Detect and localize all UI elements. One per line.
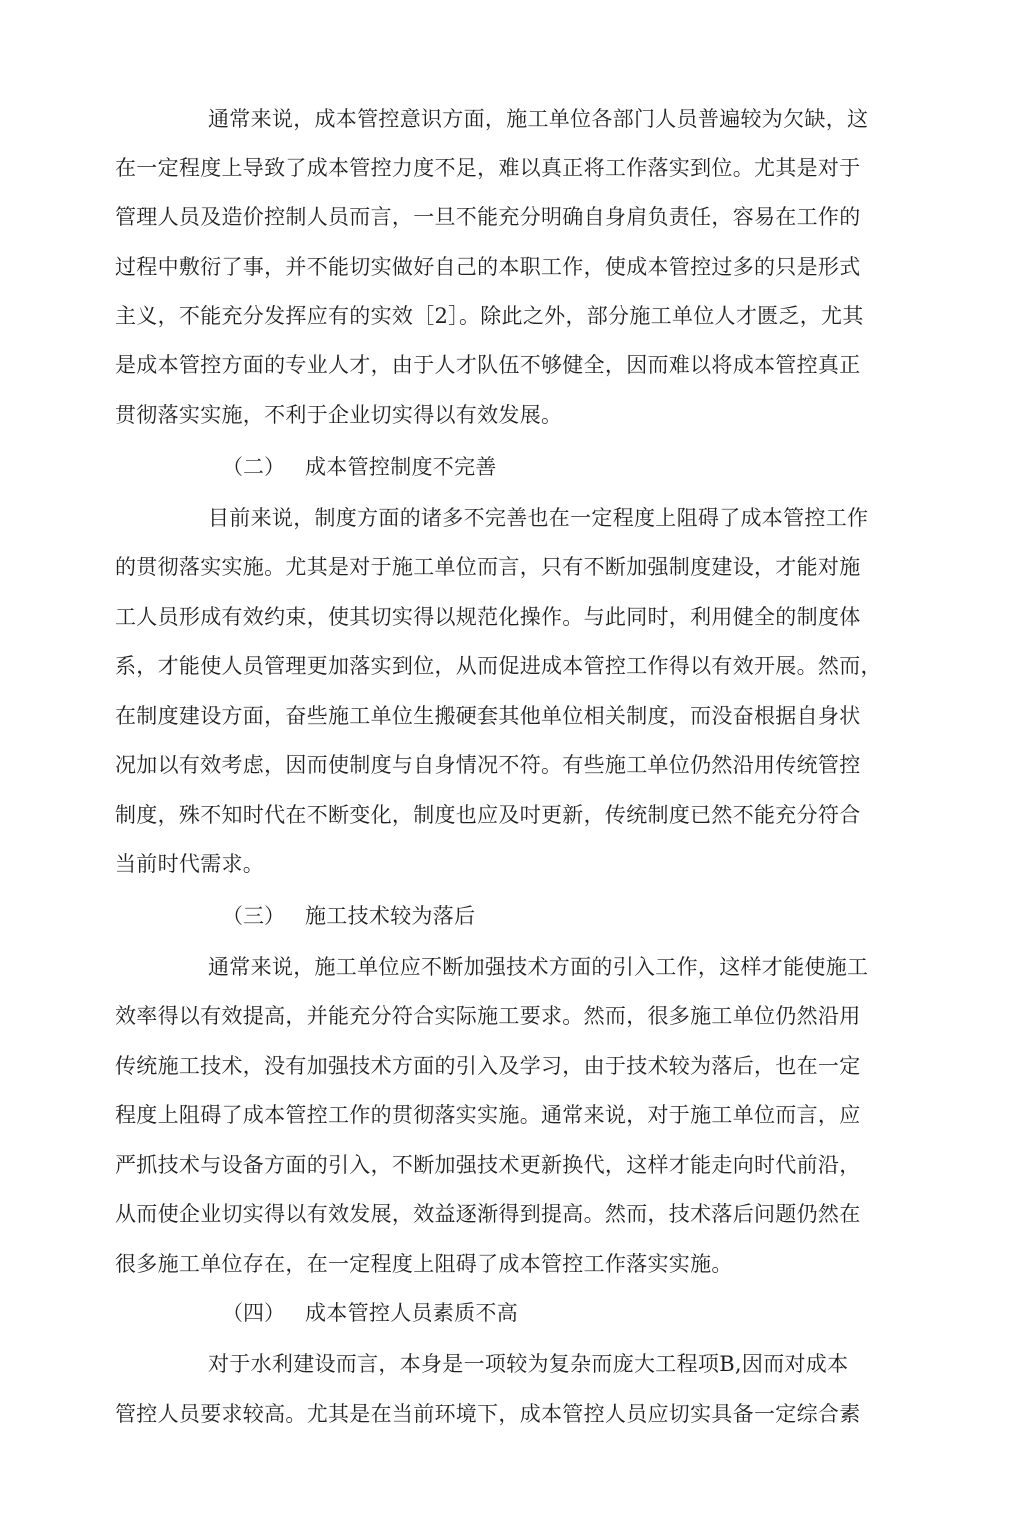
section-2-number: （二） [222, 455, 285, 479]
paragraph-2-line-5: 在制度建设方面，奋些施工单位生搬硬套其他单位相关制度，而没奋根据自身状 [115, 704, 861, 728]
paragraph-1-line-6: 是成本管控方面的专业人才，由于人才队伍不够健全，因而难以将成本管控真正 [115, 353, 861, 377]
paragraph-1-line-2: 在一定程度上导致了成本管控力度不足，难以真正将工作落实到位。尤其是对于 [115, 156, 861, 180]
paragraph-3-line-5: 严抓技术与设备方面的引入，不断加强技术更新换代，这样才能走向时代前沿， [115, 1153, 861, 1177]
paragraph-1-line-1: 通常来说，成本管控意识方面，施工单位各部门人员普遍较为欠缺，这 [208, 107, 869, 131]
paragraph-3-line-7: 很多施工单位存在，在一定程度上阻碍了成本管控工作落实实施。 [115, 1252, 733, 1276]
paragraph-3-line-3: 传统施工技术，没有加强技术方面的引入及学习，由于技术较为落后，也在一定 [115, 1054, 861, 1078]
paragraph-4-line-1: 对于水利建设而言，本身是一项较为复杂而庞大工程项B,因而对成本 [208, 1352, 849, 1376]
paragraph-2-line-8: 当前时代需求。 [115, 852, 265, 876]
paragraph-2-line-2: 的贯彻落实实施。尤其是对于施工单位而言，只有不断加强制度建设，才能对施 [115, 555, 861, 579]
paragraph-2-line-1: 目前来说，制度方面的诸多不完善也在一定程度上阻碍了成本管控工作 [208, 506, 869, 530]
paragraph-2-line-4: 系，才能使人员管理更加落实到位，从而促进成本管控工作得以有效开展。然而， [115, 654, 882, 678]
paragraph-3-line-1: 通常来说，施工单位应不断加强技术方面的引入工作，这样才能使施工 [208, 955, 869, 979]
paragraph-4-line-2: 管控人员要求较高。尤其是在当前环境下，成本管控人员应切实具备一定综合素 [115, 1402, 861, 1426]
paragraph-2-line-6: 况加以有效考虑，因而使制度与自身情况不符。有些施工单位仍然沿用传统管控 [115, 753, 861, 777]
section-4-number: （四） [222, 1301, 285, 1325]
paragraph-2-line-7: 制度，殊不知时代在不断变化，制度也应及吋更新，传统制度已然不能充分符合 [115, 803, 861, 827]
section-3-title: 施工技术较为落后 [305, 904, 476, 928]
paragraph-3-line-6: 从而使企业切实得以有效发展，效益逐渐得到提高。然而，技术落后问题仍然在 [115, 1202, 861, 1226]
paragraph-1-line-5: 主义，不能充分发挥应有的实效［2］。除此之外，部分施工单位人才匮乏，尤其 [115, 304, 864, 328]
section-2-title: 成本管控制度不完善 [305, 455, 497, 479]
section-4-title: 成本管控人员素质不高 [305, 1301, 518, 1325]
paragraph-2-line-3: 工人员形成有效约束，使其切实得以规范化操作。与此同时，利用健全的制度体 [115, 605, 861, 629]
paragraph-1-line-3: 管理人员及造价控制人员而言，一旦不能充分明确自身肩负责任，容易在工作的 [115, 205, 861, 229]
paragraph-3-line-2: 效率得以有效提高，并能充分符合实际施工要求。然而，很多施工单位仍然沿用 [115, 1004, 861, 1028]
paragraph-1-line-4: 过程中敷衍了事，并不能切实做好自己的本职工作，使成本管控过多的只是形式 [115, 255, 861, 279]
paragraph-1-line-7: 贯彻落实实施，不利于企业切实得以有效发展。 [115, 403, 563, 427]
section-3-number: （三） [222, 904, 285, 928]
paragraph-3-line-4: 程度上阻碍了成本管控工作的贯彻落实实施。通常来说，对于施工单位而言，应 [115, 1103, 861, 1127]
